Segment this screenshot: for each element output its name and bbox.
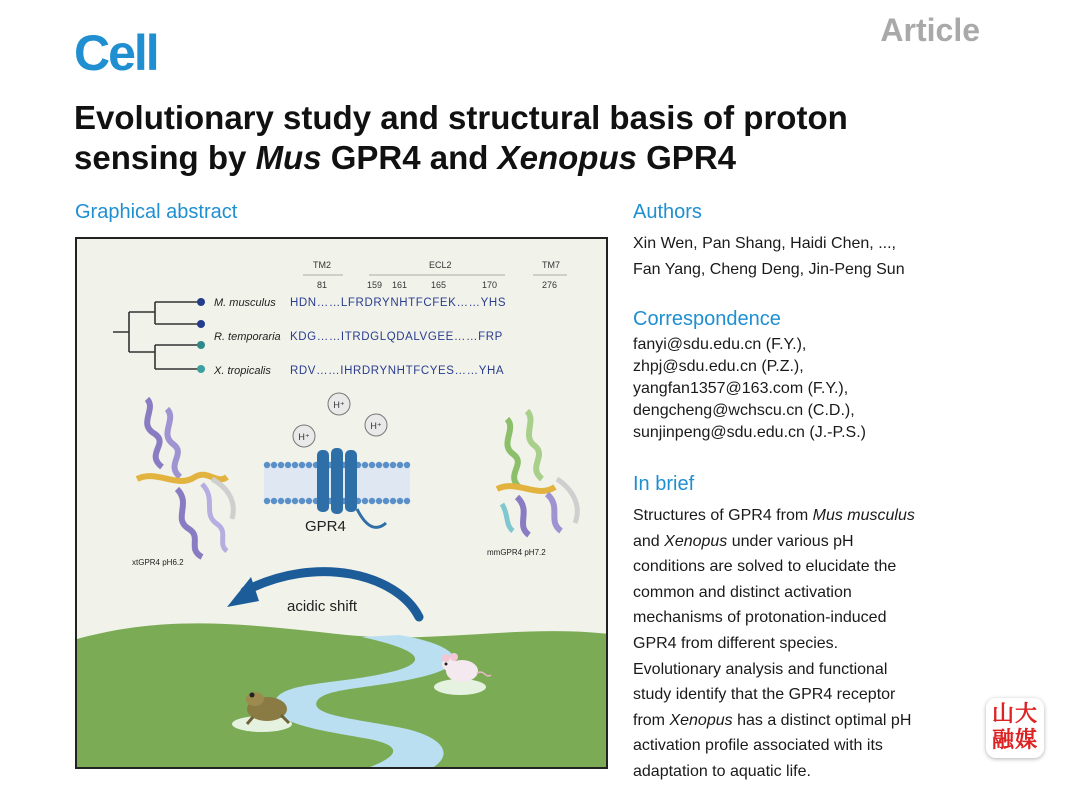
- sequence-1: HDN……LFRDRYNHTFCFEK……YHS: [290, 297, 507, 309]
- correspondence-email[interactable]: fanyi@sdu.edu.cn (F.Y.),: [633, 336, 807, 353]
- proton-3: [365, 414, 387, 436]
- lipid-head: [292, 498, 298, 504]
- authors-line-2: Fan Yang, Cheng Deng, Jin-Peng Sun: [633, 260, 905, 278]
- lipid-head: [306, 462, 312, 468]
- right-structure-label: mmGPR4 pH7.2: [487, 548, 546, 557]
- lipid-head: [299, 462, 305, 468]
- lipid-head: [369, 498, 375, 504]
- species-name-2: R. temporaria: [214, 331, 281, 343]
- watermark-logo-icon: 山 大 融 媒: [986, 698, 1044, 758]
- tree-node-3: [197, 341, 205, 349]
- lipid-head: [397, 498, 403, 504]
- species-name-3: X. tropicalis: [214, 365, 271, 377]
- correspondence-email[interactable]: zhpj@sdu.edu.cn (P.Z.),: [633, 358, 804, 375]
- authors-heading: Authors: [633, 201, 702, 223]
- lipid-head: [376, 462, 382, 468]
- svg-text:H⁺: H⁺: [298, 432, 310, 442]
- lipid-head: [292, 462, 298, 468]
- lipid-head: [285, 498, 291, 504]
- graphical-abstract-svg: [77, 239, 608, 769]
- title-line-2: sensing by Mus GPR4 and Xenopus GPR4: [74, 139, 737, 176]
- lipid-head: [383, 462, 389, 468]
- in-brief-line: and Xenopus under various pH: [633, 532, 854, 550]
- authors-list: [633, 231, 905, 282]
- pos-165: 165: [431, 280, 447, 290]
- correspondence-heading: Correspondence: [633, 308, 781, 330]
- authors-line-1: Xin Wen, Pan Shang, Haidi Chen, ...,: [633, 235, 896, 252]
- pos-170: 170: [482, 280, 498, 290]
- lipid-head: [285, 462, 291, 468]
- tree-node-1: [197, 298, 205, 306]
- receptor-label: GPR4: [305, 518, 346, 535]
- correspondence-email[interactable]: sunjinpeng@sdu.edu.cn (J.-P.S.): [633, 424, 866, 441]
- lipid-head: [390, 498, 396, 504]
- lipid-head: [362, 498, 368, 504]
- tree-node-4: [197, 365, 205, 373]
- proton-1: [328, 393, 350, 415]
- lipid-head: [362, 462, 368, 468]
- in-brief-line: GPR4 from different species.: [633, 634, 839, 652]
- lipid-head: [390, 462, 396, 468]
- lipid-head: [404, 462, 410, 468]
- journal-logo: Cell: [74, 25, 158, 81]
- in-brief-line: mechanisms of protonation-induced: [633, 609, 887, 627]
- acidic-shift-label: acidic shift: [287, 598, 358, 615]
- article-title: [74, 98, 974, 178]
- lipid-head: [369, 462, 375, 468]
- title-line-1: Evolutionary study and structural basis of proton: [74, 99, 848, 136]
- grassland: [77, 623, 608, 769]
- lipid-head: [278, 498, 284, 504]
- sequence-3: RDV……IHRDRYNHTFCYES……YHA: [290, 365, 505, 377]
- pos-159: 159: [367, 280, 383, 290]
- correspondence-list: [633, 334, 866, 444]
- lipid-head: [264, 498, 270, 504]
- proton-2: [293, 425, 315, 447]
- svg-text:H⁺: H⁺: [333, 400, 345, 410]
- article-type-label: Article: [880, 12, 980, 48]
- lipid-head: [376, 498, 382, 504]
- lipid-head: [264, 462, 270, 468]
- lipid-head: [271, 498, 277, 504]
- in-brief-line: common and distinct activation: [633, 583, 852, 601]
- lipid-head: [397, 462, 403, 468]
- region-tm7: TM7: [542, 260, 560, 270]
- in-brief-heading: In brief: [633, 473, 695, 495]
- graphical-abstract-figure: [75, 237, 608, 769]
- correspondence-email[interactable]: yangfan1357@163.com (F.Y.),: [633, 380, 849, 397]
- lipid-head: [271, 462, 277, 468]
- correspondence-email[interactable]: dengcheng@wchscu.cn (C.D.),: [633, 402, 855, 419]
- lipid-head: [278, 462, 284, 468]
- tree-node-2: [197, 320, 205, 328]
- pos-161: 161: [392, 280, 408, 290]
- in-brief-line: activation profile associated with its: [633, 737, 883, 755]
- region-tm2: TM2: [313, 260, 331, 270]
- pos-276: 276: [542, 280, 558, 290]
- in-brief-line: from Xenopus has a distinct optimal pH: [633, 711, 912, 729]
- in-brief-line: study identify that the GPR4 receptor: [633, 686, 896, 704]
- lipid-head: [404, 498, 410, 504]
- graphical-abstract-heading: Graphical abstract: [75, 201, 238, 223]
- species-name-1: M. musculus: [214, 297, 276, 309]
- region-ecl2: ECL2: [429, 260, 452, 270]
- pos-81: 81: [317, 280, 328, 290]
- lipid-head: [306, 498, 312, 504]
- svg-text:H⁺: H⁺: [370, 421, 382, 431]
- in-brief-line: adaptation to aquatic life.: [633, 762, 811, 780]
- in-brief-text: [633, 503, 915, 785]
- in-brief-line: Evolutionary analysis and functional: [633, 660, 888, 678]
- lipid-head: [383, 498, 389, 504]
- sequence-2: KDG……ITRDGLQDALVGEE……FRP: [290, 331, 503, 343]
- left-structure-label: xtGPR4 pH6.2: [132, 558, 184, 567]
- in-brief-line: Structures of GPR4 from Mus musculus: [633, 507, 915, 524]
- lipid-head: [299, 498, 305, 504]
- in-brief-line: conditions are solved to elucidate the: [633, 558, 897, 576]
